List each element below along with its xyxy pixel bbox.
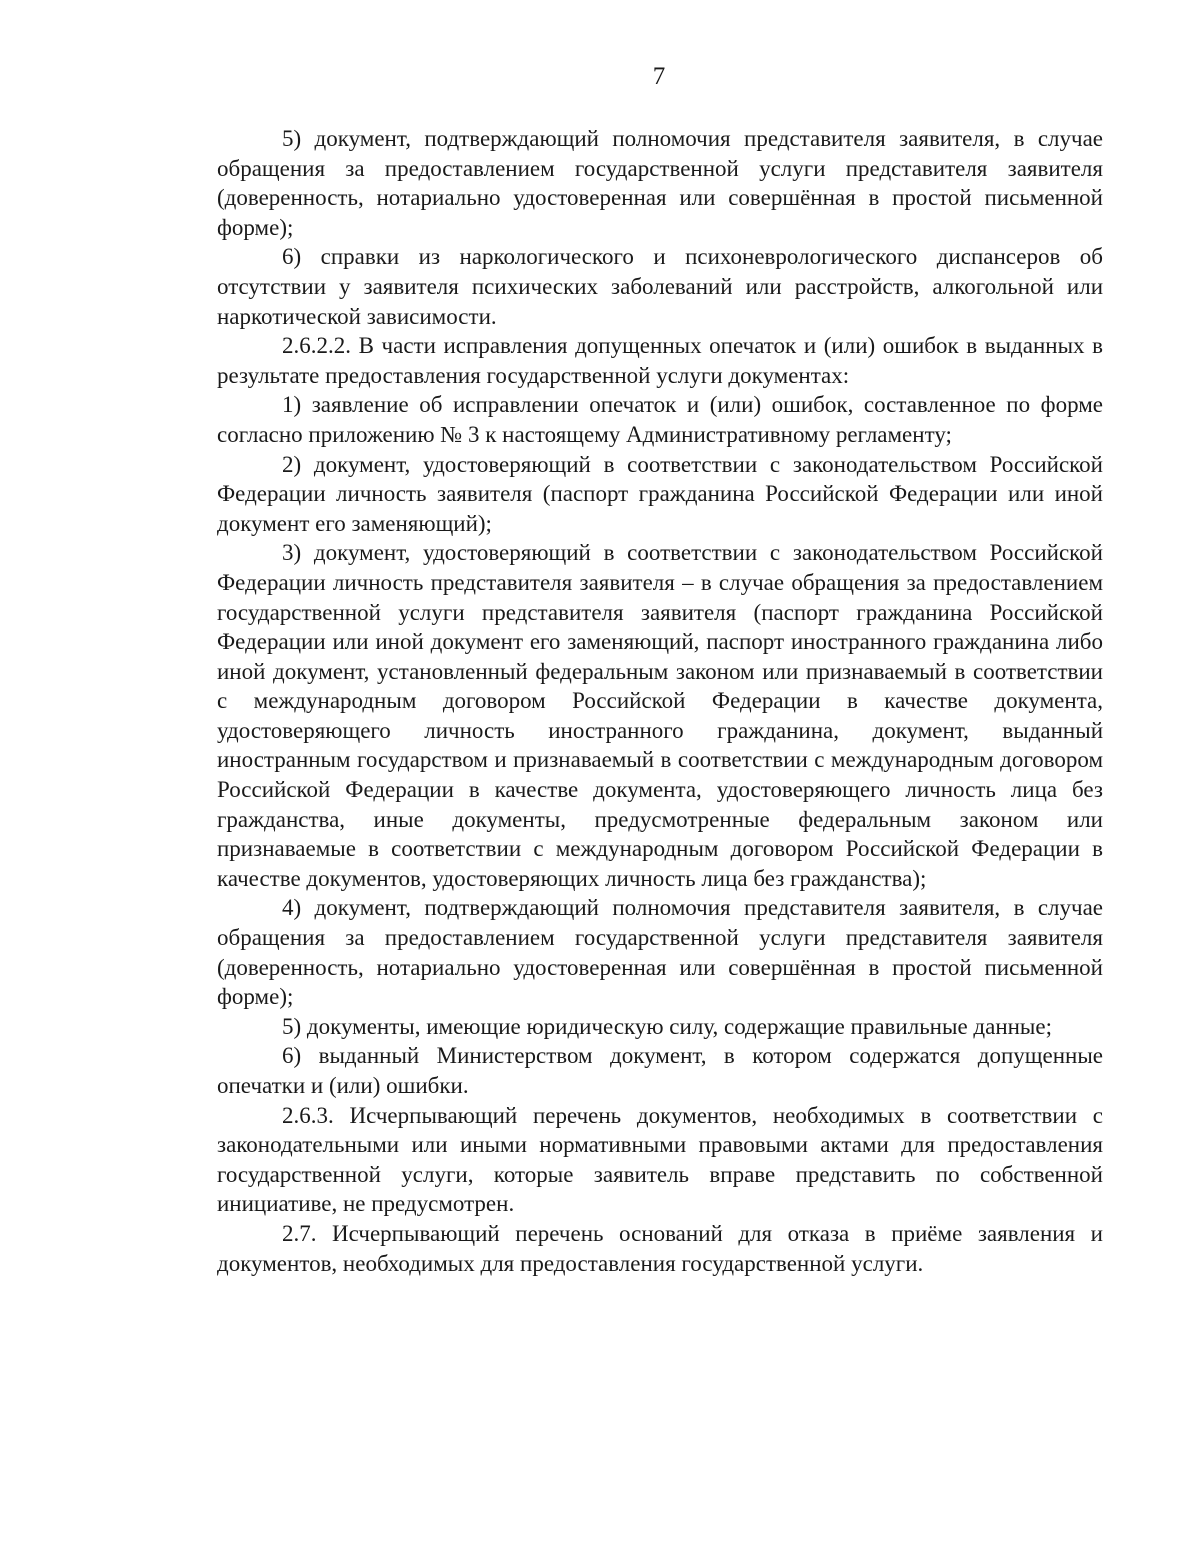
paragraph-correction-item-6: 6) выданный Министерством документ, в котором содержатся допущенные опечатки и (или) ошибки. bbox=[217, 1043, 1103, 1098]
document-body bbox=[217, 124, 1103, 1278]
paragraph-2-6-3: 2.6.3. Исчерпывающий перечень документов, необходимых в соответствии с законодательными или иными нормативными правовыми актами для предоставления государственной услуги, которые заявитель вправе представить по собственной инициативе, не предусмотрен. bbox=[217, 1102, 1103, 1217]
paragraph-correction-item-2: 2) документ, удостоверяющий в соответствии с законодательством Российской Федерации личность заявителя (паспорт гражданина Российской Федерации или иной документ его заменяющий); bbox=[217, 451, 1103, 536]
paragraph-correction-item-1: 1) заявление об исправлении опечаток и (или) ошибок, составленное по форме согласно приложению № 3 к настоящему Административному регламенту; bbox=[217, 392, 1103, 447]
paragraph-correction-item-5: 5) документы, имеющие юридическую силу, содержащие правильные данные; bbox=[282, 1013, 1052, 1039]
paragraph-correction-item-4: 4) документ, подтверждающий полномочия представителя заявителя, в случае обращения за предоставлением государственной услуги представителя заявителя (доверенность, нотариально удостоверенная или совершённая в простой письменной форме); bbox=[217, 895, 1103, 1010]
paragraph-2-6-2-2: 2.6.2.2. В части исправления допущенных опечаток и (или) ошибок в выданных в результате предоставления государственной услуги документах: bbox=[217, 333, 1103, 388]
page-number: 7 bbox=[652, 63, 666, 90]
paragraph-2-7: 2.7. Исчерпывающий перечень оснований для отказа в приёме заявления и документов, необходимых для предоставления государственной услуги. bbox=[217, 1220, 1103, 1276]
paragraph-item-5-representative-authority: 5) документ, подтверждающий полномочия представителя заявителя, в случае обращения за предоставлением государственной услуги представителя заявителя (доверенность, нотариально удостоверенная или совершённая в простой письменной форме); bbox=[217, 126, 1103, 240]
paragraph-item-6-dispensary-certificates: 6) справки из наркологического и психоневрологического диспансеров об отсутствии у заявителя психических заболеваний или расстройств, алкогольной или наркотической зависимости. bbox=[217, 244, 1103, 329]
paragraph-correction-item-3: 3) документ, удостоверяющий в соответствии с законодательством Российской Федерации личность представителя заявителя – в случае обращения за предоставлением государственной услуги представителя заявителя (паспорт гражданина Российской Федерации или иной документ его заменяющий, паспорт иностранного гражданина либо иной документ, установленный федеральным законом или признаваемый в соответствии с международным договором Российской Федерации в качестве документа, удостоверяющего личность иностранного гражданина, документ, выданный иностранным государством и признаваемый в соответствии с международным договором Российской Федерации в качестве документа, удостоверяющего личность лица без гражданства, иные документы, предусмотренные федеральным законом или признаваемые в соответствии с международным договором Российской Федерации в качестве документов, удостоверяющих личность лица без гражданства); bbox=[217, 540, 1103, 891]
